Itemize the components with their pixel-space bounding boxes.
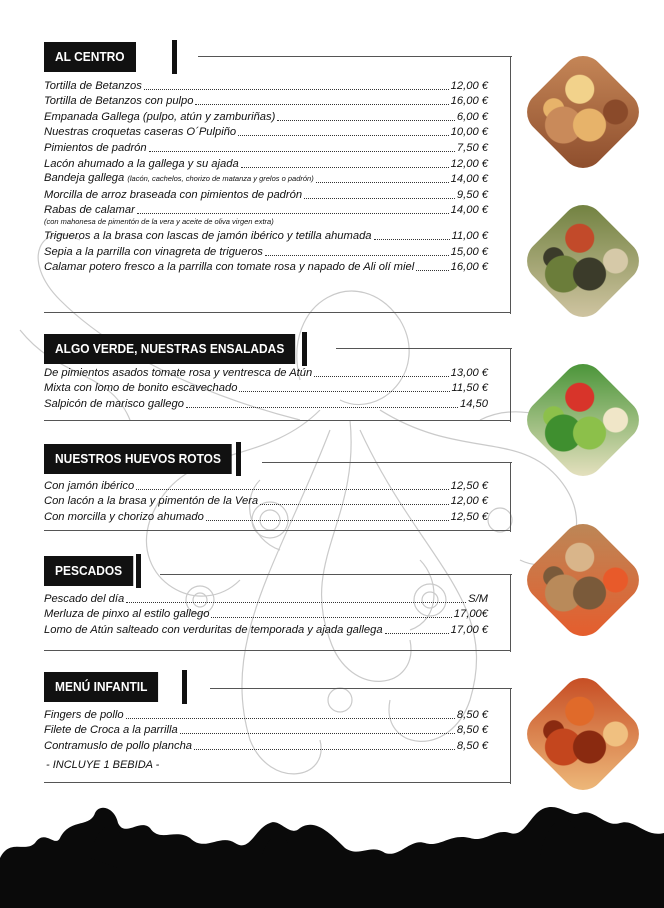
item-name-text: Merluza de pinxo al estilo gallego xyxy=(44,608,210,621)
item-name xyxy=(44,94,193,108)
dot-leader xyxy=(186,407,458,408)
dot-leader xyxy=(206,520,449,521)
item-price: S/M xyxy=(468,592,488,605)
item-name-text: Con jamón ibérico xyxy=(44,479,135,492)
item-price: 10,00 € xyxy=(450,126,488,139)
section-title: ALGO VERDE, NUESTRAS ENSALADAS xyxy=(44,334,295,364)
menu-item xyxy=(44,227,488,243)
item-name-text: Filete de Croca a la parrilla xyxy=(44,724,178,737)
frame-line xyxy=(44,420,511,421)
item-price: 14,50 xyxy=(460,397,488,410)
menu-item xyxy=(44,380,488,396)
menu-item xyxy=(44,77,488,93)
title-accent-bar xyxy=(172,40,177,74)
item-price: 13,00 € xyxy=(450,366,488,379)
menu-item xyxy=(44,621,488,637)
menu-item xyxy=(44,155,488,171)
item-name-text: Empanada Gallega (pulpo, atún y zamburiñas) xyxy=(44,110,276,123)
menu-item xyxy=(44,243,488,259)
menu-item xyxy=(44,93,488,109)
item-name-text: Tortilla de Betanzos xyxy=(44,79,142,92)
title-accent-bar xyxy=(136,554,141,588)
menu-item xyxy=(44,395,488,411)
item-price: 17,00 € xyxy=(450,623,488,636)
item-name-text: Tortilla de Betanzos con pulpo xyxy=(44,95,194,108)
menu-item xyxy=(44,171,488,187)
frame-line xyxy=(44,650,511,651)
frame-line xyxy=(510,56,511,314)
section-title: NUESTROS HUEVOS ROTOS xyxy=(44,444,232,474)
item-name xyxy=(44,171,314,186)
item-name-text: Morcilla de arroz braseada con pimientos de padrón xyxy=(44,188,303,201)
menu-item xyxy=(44,259,488,275)
item-list xyxy=(44,364,488,411)
frame-line xyxy=(198,56,512,57)
item-price: 7,50 € xyxy=(456,141,488,154)
item-name-text: Calamar potero fresco a la parrilla con tomate rosa y napado de Ali olí miel xyxy=(44,261,415,274)
item-list xyxy=(44,706,488,753)
item-price: 12,50 € xyxy=(450,510,488,523)
menu-item xyxy=(44,606,488,622)
item-price: 11,50 € xyxy=(451,382,488,395)
item-price: 8,50 € xyxy=(456,724,488,737)
frame-line xyxy=(210,688,512,689)
section-header xyxy=(44,556,144,586)
item-name-text: De pimientos asados tomate rosa y ventresca de Atún xyxy=(44,366,313,379)
item-price: 15,00 € xyxy=(450,245,488,258)
seaweed-silhouette-decoration xyxy=(0,798,664,908)
chicken-wings-photo-icon xyxy=(515,666,651,802)
item-price: 17,00€ xyxy=(453,608,488,621)
section-title: PESCADOS xyxy=(44,556,133,586)
frame-line xyxy=(510,688,511,784)
item-name xyxy=(44,479,134,493)
item-name-text: Rabas de calamar xyxy=(44,204,135,217)
frame-line xyxy=(44,312,511,313)
item-name-text: Lomo de Atún salteado con verduritas de temporada y ajada gallega xyxy=(44,623,383,636)
dot-leader xyxy=(277,120,455,121)
item-name-text: Bandeja gallega xyxy=(44,172,125,185)
frame-line xyxy=(510,462,511,532)
dot-leader xyxy=(136,489,449,490)
seafood-plate-photo-icon xyxy=(515,193,651,329)
section-header xyxy=(44,672,194,702)
item-name-text: Pimientos de padrón xyxy=(44,141,147,154)
salad-photo-icon xyxy=(515,352,651,488)
frame-line xyxy=(160,574,512,575)
item-note: (con mahonesa de pimentón de la vera y aceite de oliva virgen extra) xyxy=(44,217,274,227)
section-header xyxy=(44,444,244,474)
tortilla-photo-icon xyxy=(515,44,651,180)
item-name-text: Sepia a la parrilla con vinagreta de trigueros xyxy=(44,245,263,258)
item-list xyxy=(44,590,488,637)
section-title: MENÚ INFANTIL xyxy=(44,672,158,702)
section-title: AL CENTRO xyxy=(44,42,136,72)
frame-line xyxy=(44,530,511,531)
item-price: 11,00 € xyxy=(451,229,488,242)
menu-item xyxy=(44,737,488,753)
dot-leader xyxy=(149,151,455,152)
item-name xyxy=(44,607,209,621)
item-name-text: Con morcilla y chorizo ahumado xyxy=(44,510,204,523)
item-price: 12,50 € xyxy=(450,479,488,492)
item-name xyxy=(44,260,414,274)
menu-item xyxy=(44,590,488,606)
dot-leader xyxy=(126,602,466,603)
menu-item xyxy=(44,508,488,524)
item-list xyxy=(44,477,488,524)
dot-leader xyxy=(260,504,449,505)
item-name xyxy=(44,397,184,411)
item-name xyxy=(44,592,124,606)
menu-item xyxy=(44,493,488,509)
item-name-text: Mixta con lomo de bonito escavechado xyxy=(44,382,238,395)
dot-leader xyxy=(126,718,455,719)
fish-dish-photo-icon xyxy=(515,512,651,648)
item-name xyxy=(44,110,275,124)
menu-item xyxy=(44,124,488,140)
item-price: 8,50 € xyxy=(456,708,488,721)
dot-leader xyxy=(137,213,449,214)
item-name xyxy=(44,188,302,202)
item-list xyxy=(44,77,488,274)
item-price: 14,00 € xyxy=(450,204,488,217)
title-accent-bar xyxy=(182,670,187,704)
section-header xyxy=(44,334,314,364)
item-price: 16,00 € xyxy=(450,95,488,108)
item-name xyxy=(44,381,237,395)
frame-line xyxy=(44,782,511,783)
item-price: 9,50 € xyxy=(456,188,488,201)
item-name xyxy=(44,141,147,155)
item-name xyxy=(44,79,142,93)
dot-leader xyxy=(316,182,449,183)
dot-leader xyxy=(239,391,449,392)
item-price: 8,50 € xyxy=(456,739,488,752)
dot-leader xyxy=(144,89,449,90)
item-name xyxy=(44,366,312,380)
item-name-text: Salpicón de marisco gallego xyxy=(44,397,184,410)
dot-leader xyxy=(385,633,449,634)
item-price: 14,00 € xyxy=(450,173,488,186)
title-accent-bar xyxy=(302,332,307,366)
item-price: 12,00 € xyxy=(450,495,488,508)
item-name xyxy=(44,229,372,243)
dot-leader xyxy=(211,617,451,618)
item-name xyxy=(44,125,236,139)
item-name xyxy=(44,623,383,637)
item-name-text: Trigueros a la brasa con lascas de jamón ibérico y tetilla ahumada xyxy=(44,229,372,242)
menu-item xyxy=(44,706,488,722)
item-price: 12,00 € xyxy=(450,157,488,170)
title-accent-bar xyxy=(236,442,241,476)
dot-leader xyxy=(180,733,455,734)
dot-leader xyxy=(374,239,450,240)
item-name xyxy=(44,739,192,753)
item-name-text: Fingers de pollo xyxy=(44,708,124,721)
menu-item xyxy=(44,108,488,124)
item-name xyxy=(44,494,258,508)
menu-item xyxy=(44,722,488,738)
item-name xyxy=(44,157,239,171)
section-header xyxy=(44,42,184,72)
item-name xyxy=(44,245,263,259)
item-name xyxy=(44,203,135,217)
item-name-text: Lacón ahumado a la gallega y su ajada xyxy=(44,157,239,170)
dot-leader xyxy=(238,135,449,136)
dot-leader xyxy=(416,270,448,271)
menu-item xyxy=(44,186,488,202)
item-price: 12,00 € xyxy=(450,79,488,92)
frame-line xyxy=(510,348,511,422)
dot-leader xyxy=(265,255,449,256)
item-name-text: Contramuslo de pollo plancha xyxy=(44,739,193,752)
menu-item xyxy=(44,202,488,218)
menu-item xyxy=(44,139,488,155)
item-price: 16,00 € xyxy=(450,261,488,274)
item-name-text: Con lacón a la brasa y pimentón de la Vera xyxy=(44,495,259,508)
dot-leader xyxy=(195,104,448,105)
kids-menu-drink-note: - INCLUYE 1 BEBIDA - xyxy=(46,759,160,771)
item-name xyxy=(44,510,204,524)
item-price: 6,00 € xyxy=(456,110,488,123)
frame-line xyxy=(262,462,512,463)
menu-item xyxy=(44,364,488,380)
dot-leader xyxy=(304,198,455,199)
item-name-text: Pescado del día xyxy=(44,592,125,605)
item-name xyxy=(44,708,124,722)
frame-line xyxy=(510,574,511,652)
dot-leader xyxy=(241,167,449,168)
dot-leader xyxy=(314,376,448,377)
frame-line xyxy=(336,348,512,349)
item-name-text: Nuestras croquetas caseras O´Pulpiño xyxy=(44,126,237,139)
item-name xyxy=(44,723,178,737)
menu-item xyxy=(44,477,488,493)
dot-leader xyxy=(194,749,455,750)
item-detail: (lacón, cachelos, chorizo de matanza y grelos o padrón) xyxy=(127,174,314,184)
